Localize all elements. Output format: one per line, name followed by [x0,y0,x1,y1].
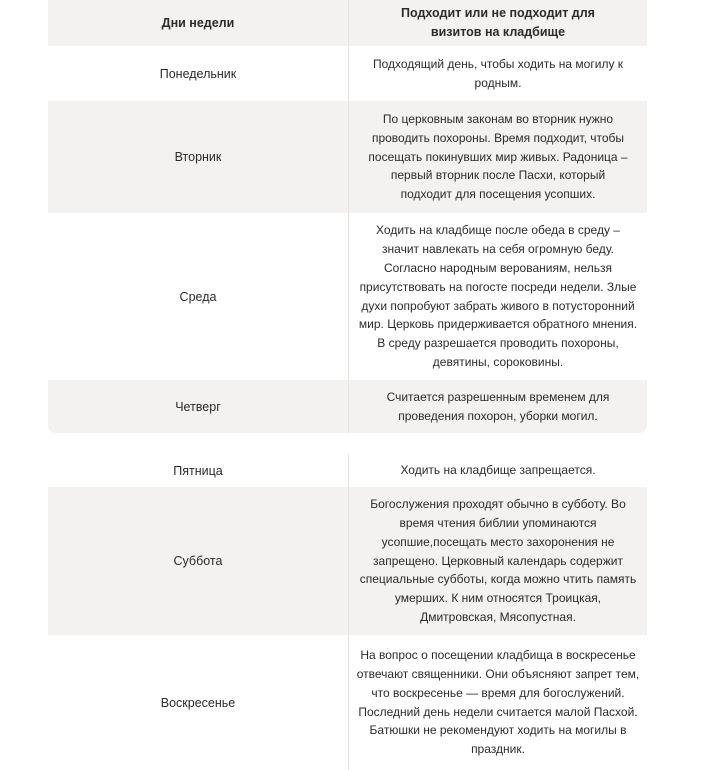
header-days-of-week: Дни недели [161,16,235,30]
table-row [48,635,647,770]
day-cell: Воскресенье [160,695,236,710]
table-row [48,487,647,635]
table-row [48,101,647,213]
day-cell: Среда [179,289,217,304]
table-row [48,380,647,433]
day-cell: Четверг [175,399,221,414]
day-cell: Пятница [173,463,223,478]
days-table-part-2 [48,454,647,770]
day-cell: Вторник [174,150,222,164]
description-cell: Подходящий день, чтобы ходить на могилу к родным. [348,46,647,101]
description-cell: Богослужения проходят обычно в субботу. Во время чтения библии упоминаются усопшие,посещать место захоронения не запрещено. Церковный календарь содержит специальные субботы, когда можно чтить память умерших. К ним относятся Троицкая, Дмитровская, Мясопустная. [348,487,647,635]
table-row [48,454,647,487]
table-row [48,213,647,380]
day-cell: Суббота [173,554,223,568]
description-cell: Ходить на кладбище запрещается. [348,454,647,487]
description-cell: На вопрос о посещении кладбища в воскресенье отвечают священники. Они объясняют запрет тем, что воскресенье — время для богослужений. Последний день недели считается малой Пасхой. Батюшки не рекомендуют ходить на могилы в праздник. [348,635,647,770]
description-cell: Ходить на кладбище после обеда в среду – значит навлекать на себя огромную беду. Согласно народным верованиям, нельзя присутствовать на погосте посреди недели. Злые духи попробуют забрать живого в потусторонний мир. Церковь придерживается обратного мнения. В среду разрешается проводить похороны, девятины, сороковины. [348,213,647,380]
description-cell: По церковным законам во вторник нужно проводить похороны. Время подходит, чтобы посещать покинувших мир живых. Радоница – первый вторник после Пасхи, который подходит для посещения усопших. [348,101,647,213]
days-table-part-1 [48,0,647,433]
day-cell: Понедельник [159,66,237,81]
header-suitability: Подходит или не подходит для визитов на кладбище [348,0,647,46]
table-header-row [48,0,647,46]
description-cell: Считается разрешенным временем для проведения похорон, уборки могил. [348,380,647,433]
table-row [48,46,647,101]
